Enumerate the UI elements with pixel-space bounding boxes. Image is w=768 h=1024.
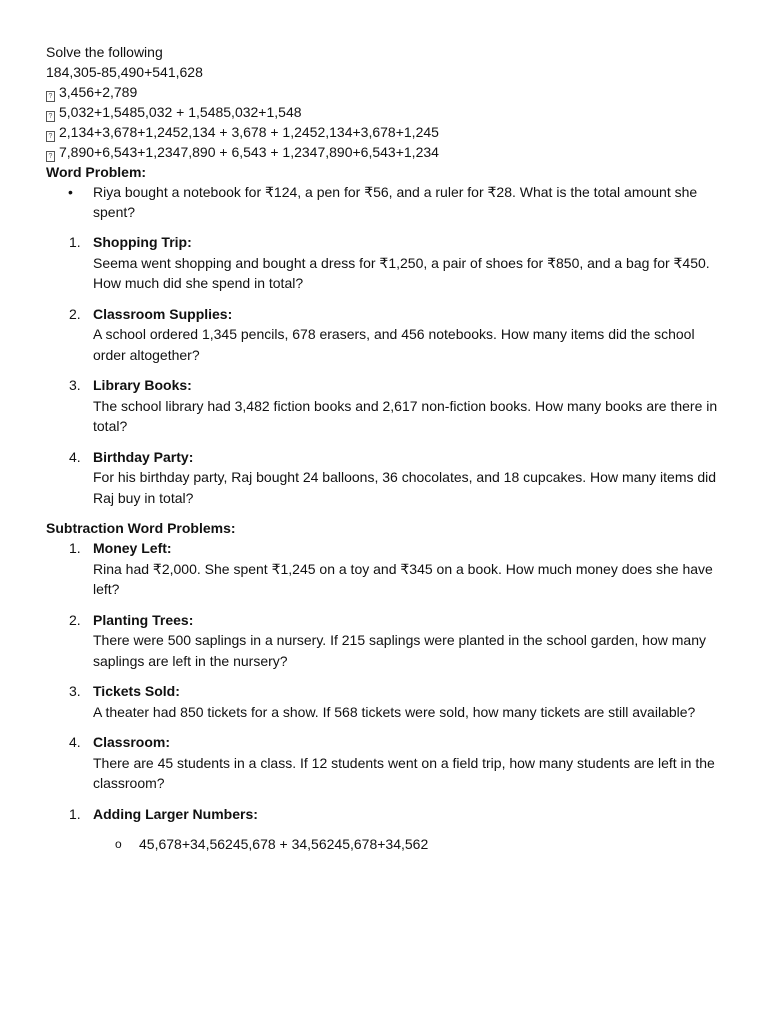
list-number: 3. (69, 683, 81, 699)
expression-line (46, 142, 722, 162)
list-item (46, 304, 722, 366)
missing-glyph-icon: ? (46, 131, 55, 142)
list-item (46, 681, 722, 722)
missing-glyph-icon: ? (46, 91, 55, 102)
list-number: 4. (69, 448, 81, 465)
missing-glyph-icon: ? (46, 111, 55, 122)
list-number: 1. (69, 805, 81, 822)
intro-text: Solve the following (46, 44, 163, 60)
problem-text: Rina had ₹2,000. She spent ₹1,245 on a toy and ₹345 on a book. How much money does she have left? (93, 560, 713, 597)
list-item (46, 804, 722, 825)
problem-text: There were 500 saplings in a nursery. If 215 saplings were planted in the school garden, how many saplings are left in the nursery? (93, 632, 706, 669)
problem-title: Adding Larger Numbers: (93, 805, 258, 822)
problem-text: The school library had 3,482 fiction books and 2,617 non-fiction books. How many books are there in total? (93, 397, 718, 434)
list-item (46, 610, 722, 672)
expression-text: 2,134+3,678+1,2452,134 + 3,678 + 1,2452,134+3,678+1,245 (59, 124, 439, 140)
list-item (46, 182, 722, 222)
problem-text: Riya bought a notebook for ₹124, a pen for ₹56, and a ruler for ₹28. What is the total amount she spent? (93, 184, 698, 220)
expression-text: 7,890+6,543+1,2347,890 + 6,543 + 1,2347,890+6,543+1,234 (59, 144, 439, 160)
problem-text: There are 45 students in a class. If 12 students went on a field trip, how many students are left in the classroom? (93, 754, 715, 791)
sub-list-item (46, 834, 722, 854)
expression-line: 184,305-85,490+541,628 (46, 64, 203, 80)
section-heading-word-problem: Word Problem: (46, 164, 147, 180)
list-number: 2. (69, 305, 81, 322)
problem-title: Library Books: (93, 377, 192, 393)
problem-title: Tickets Sold: (93, 683, 180, 699)
list-number: 3. (69, 377, 81, 393)
list-item (46, 375, 722, 437)
list-number: 4. (69, 734, 81, 750)
section-heading-subtraction: Subtraction Word Problems: (46, 520, 236, 536)
expression-text: 5,032+1,5485,032 + 1,5485,032+1,548 (59, 104, 302, 120)
bullet-marker: • (68, 184, 73, 200)
problem-text: A theater had 850 tickets for a show. If 568 tickets were sold, how many tickets are still available? (93, 703, 696, 720)
list-number: 2. (69, 611, 81, 628)
problem-text: A school ordered 1,345 pencils, 678 erasers, and 456 notebooks. How many items did the school order altogether? (93, 326, 695, 363)
problem-title: Planting Trees: (93, 611, 194, 628)
problem-text: Seema went shopping and bought a dress for ₹1,250, a pair of shoes for ₹850, and a bag for ₹450. How much did she spend in total? (93, 254, 710, 291)
expression-line (46, 122, 722, 142)
problem-title: Money Left: (93, 540, 172, 556)
expression-line (46, 102, 722, 122)
list-item (46, 732, 722, 794)
problem-title: Classroom Supplies: (93, 305, 233, 322)
list-number: 1. (69, 234, 81, 250)
problem-title: Shopping Trip: (93, 234, 192, 250)
list-item (46, 538, 722, 600)
expression-text: 3,456+2,789 (59, 84, 138, 100)
problem-title: Birthday Party: (93, 448, 194, 465)
missing-glyph-icon: ? (46, 151, 55, 162)
expression-text: 45,678+34,56245,678 + 34,56245,678+34,562 (139, 836, 429, 852)
circle-bullet-marker: o (115, 837, 122, 851)
expression-line (46, 82, 722, 102)
problem-title: Classroom: (93, 734, 171, 750)
list-item (46, 232, 722, 294)
problem-text: For his birthday party, Raj bought 24 balloons, 36 chocolates, and 18 cupcakes. How many items did Raj buy in total? (93, 469, 717, 506)
list-number: 1. (69, 540, 81, 556)
list-item (46, 447, 722, 509)
